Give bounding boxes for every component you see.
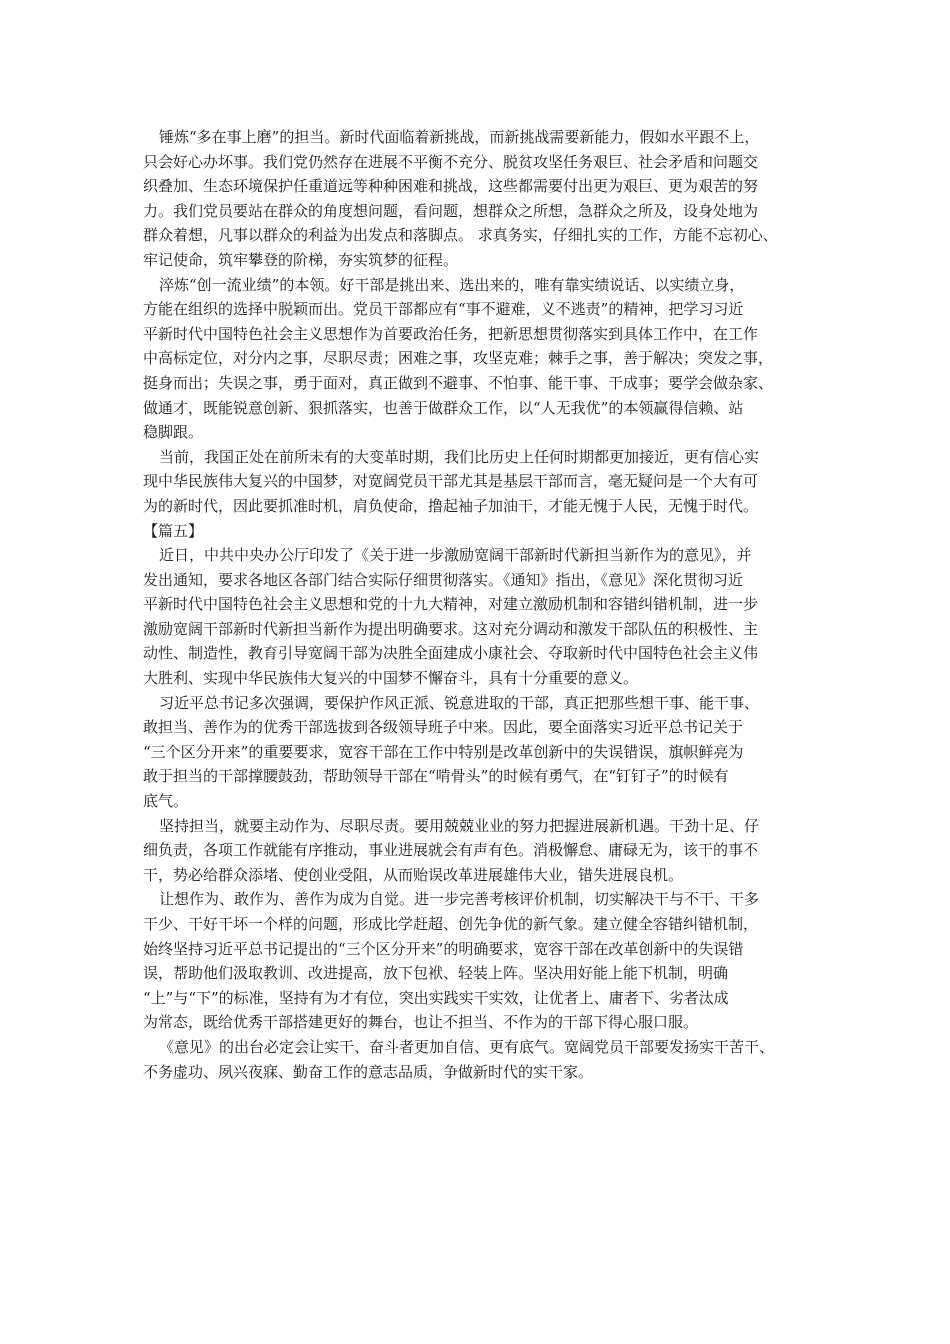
text-line: 当前，我国正处在前所未有的大变革时期，我们比历史上任何时期都更加接近，更有信心实 xyxy=(159,447,760,466)
text-line: 为的新时代，因此要抓准时机，肩负使命，撸起袖子加油干，才能无愧于人民，无愧于时代。 xyxy=(143,496,759,515)
text-line: 牢记使命，筑牢攀登的阶梯，夯实筑梦的征程。 xyxy=(143,250,459,269)
text-line: 底气。 xyxy=(143,792,189,811)
text-line: 中高标定位，对分内之事，尽职尽责；困难之事，攻坚克难；棘手之事，善于解决；突发之事， xyxy=(143,349,774,368)
text-line: 细负责，各项工作就能有序推动，事业进展就会有声有色。消极懈怠、庸碌无为，该干的事不 xyxy=(143,841,759,860)
text-line: 做通才，既能锐意创新、狠抓落实，也善于做群众工作，以“人无我优”的本领赢得信赖、站 xyxy=(143,398,744,417)
text-line: 让想作为、敢作为、善作为成为自觉。进一步完善考核评价机制，切实解决干与不干、干多 xyxy=(159,890,760,909)
text-line: 误，帮助他们汲取教训、改进提高，放下包袱、轻装上阵。坚决用好能上能下机制，明确 xyxy=(143,964,729,983)
text-line: 发出通知，要求各地区各部门结合实际仔细贯彻落实。《通知》指出，《意见》深化贯彻习近 xyxy=(143,570,744,589)
text-line: 干少、干好干坏一个样的问题，形成比学赶超、创先争优的新气象。建立健全容错纠错机制， xyxy=(143,915,759,933)
text-line: 《意见》的出台必定会让实干、奋斗者更加自信、更有底气。宽阔党员干部要发扬实干苦干、 xyxy=(159,1037,775,1056)
text-line: 不务虚功、夙兴夜寐、勤奋工作的意志品质，争做新时代的实干家。 xyxy=(143,1062,594,1081)
text-line: 平新时代中国特色社会主义思想和党的十九大精神，对建立激励机制和容错纠错机制，进一步 xyxy=(143,595,759,614)
text-line: 为常态，既给优秀干部搭建更好的舞台，也让不担当、不作为的干部下得心服口服。 xyxy=(143,1013,699,1032)
text-line: 敢担当、善作为的优秀干部选拔到各级领导班子中来。因此，要全面落实习近平总书记关于 xyxy=(143,718,744,737)
text-line: 近日，中共中央办公厅印发了《关于进一步激励宽阔干部新时代新担当新作为的意见》，并 xyxy=(159,546,752,565)
text-line: 锤炼“多在事上磨”的担当。新时代面临着新挑战，而新挑战需要新能力，假如水平跟不上， xyxy=(159,128,760,146)
text-line: 挺身而出；失误之事，勇于面对，真正做到不避事、不怕事、能干事、干成事；要学会做杂家、 xyxy=(143,373,774,392)
text-line: 习近平总书记多次强调，要保护作风正派、锐意进取的干部，真正把那些想干事、能干事、 xyxy=(159,693,760,712)
document-page xyxy=(143,125,823,1084)
text-line: 平新时代中国特色社会主义思想作为首要政治任务，把新思想贯彻落实到具体工作中，在工作 xyxy=(143,324,759,343)
text-line: 稳脚跟。 xyxy=(143,423,204,442)
text-line: 始终坚持习近平总书记提出的“三个区分开来”的明确要求，宽容干部在改革创新中的失误错 xyxy=(143,939,744,958)
text-line: “三个区分开来”的重要要求，宽容干部在工作中特别是改革创新中的失误错误，旗帜鲜亮为 xyxy=(143,742,744,761)
text-line: 动性、制造性，教育引导宽阔干部为决胜全面建成小康社会、夺取新时代中国特色社会主义伟 xyxy=(143,644,759,663)
text-line: 坚持担当，就要主动作为、尽职尽责。要用兢兢业业的努力把握进展新机遇。干劲十足、仔 xyxy=(159,816,760,835)
text-line: 激励宽阔干部新时代新担当新作为提出明确要求。这对充分调动和激发干部队伍的积极性、主 xyxy=(143,619,759,638)
text-line: 只会好心办坏事。我们党仍然存在进展不平衡不充分、脱贫攻坚任务艰巨、社会矛盾和问题交 xyxy=(143,152,759,171)
text-line: 织叠加、生态环境保护任重道远等种种困难和挑战，这些都需要付出更为艰巨、更为艰苦的努 xyxy=(143,177,759,196)
text-line: 力。我们党员要站在群众的角度想问题，看问题，想群众之所想，急群众之所及，设身处地为 xyxy=(143,201,759,220)
text-line: 大胜利、实现中华民族伟大复兴的中国梦不懈奋斗，具有十分重要的意义。 xyxy=(143,669,639,688)
text-line: 淬炼“创一流业绩”的本领。好干部是挑出来、选出来的，唯有靠实绩说话、以实绩立身， xyxy=(159,275,745,294)
text-line: 敢于担当的干部撑腰鼓劲，帮助领导干部在“啃骨头”的时候有勇气，在“钉钉子”的时候有 xyxy=(143,767,729,786)
text-line: 方能在组织的选择中脱颖而出。党员干部都应有“事不避难，义不逃责”的精神，把学习习近 xyxy=(143,300,744,319)
text-line: “上”与“下”的标准，坚持有为才有位，突出实践实干实效，让优者上、庸者下、劣者汰成 xyxy=(143,988,729,1007)
section-heading: 【篇五】 xyxy=(143,521,204,540)
text-line: 群众着想，凡事以群众的利益为出发点和落脚点。 求真务实，仔细扎实的工作，方能不忘初心、 xyxy=(143,226,778,245)
text-line: 干，势必给群众添堵、使创业受阻，从而贻误改革进展雄伟大业，错失进展良机。 xyxy=(143,865,684,884)
text-line: 现中华民族伟大复兴的中国梦，对宽阔党员干部尤其是基层干部而言，毫无疑问是一个大有可 xyxy=(143,472,759,491)
